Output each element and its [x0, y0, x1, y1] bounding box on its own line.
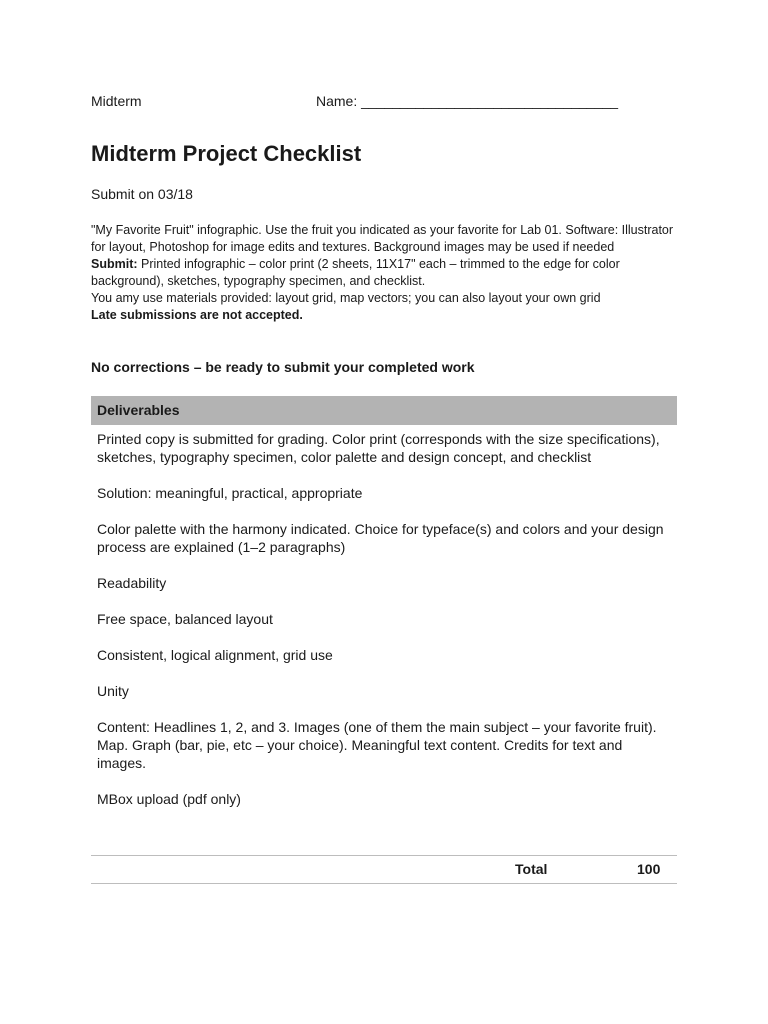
- intro-description: "My Favorite Fruit" infographic. Use the fruit you indicated as your favorite for Lab 01. Software: Illustrator for layout, Photoshop for image edits and textures. Background images may be used if needed: [91, 223, 674, 254]
- intro-submit: [91, 256, 681, 290]
- submit-date: Submit on 03/18: [91, 186, 193, 202]
- submit-text: Printed infographic – color print (2 sheets, 11X17" each – trimmed to the edge for color background), sketches, typography specimen, and checklist.: [91, 257, 620, 288]
- intro-late: [91, 307, 681, 324]
- intro-materials: You amy use materials provided: layout grid, map vectors; you can also layout your own grid: [91, 291, 601, 305]
- total-label: Total: [515, 861, 548, 877]
- name-field-label: Name: _________________________________: [316, 93, 619, 109]
- list-item: Solution: meaningful, practical, appropriate: [97, 485, 363, 501]
- total-top-divider: [91, 855, 677, 856]
- list-item: Consistent, logical alignment, grid use: [97, 647, 333, 663]
- course-label: Midterm: [91, 93, 142, 109]
- deliverables-heading: Deliverables: [91, 396, 677, 425]
- list-item: MBox upload (pdf only): [97, 791, 241, 807]
- no-corrections-notice: No corrections – be ready to submit your completed work: [91, 359, 475, 375]
- submit-label: Submit:: [91, 257, 138, 271]
- list-item: Unity: [97, 683, 129, 699]
- total-value: 100: [637, 861, 661, 877]
- list-item: Free space, balanced layout: [97, 611, 273, 627]
- list-item: Content: Headlines 1, 2, and 3. Images (one of them the main subject – your favorite fruit). Map. Graph (bar, pie, etc – your choice). Meaningful text content. Credits for text and images.: [97, 719, 657, 771]
- list-item: Readability: [97, 575, 167, 591]
- intro-block: [91, 222, 681, 324]
- late-notice: Late submissions are not accepted.: [91, 308, 303, 322]
- deliverables-list: [97, 430, 672, 826]
- list-item: Printed copy is submitted for grading. Color print (corresponds with the size specifications), sketches, typography specimen, color palette and design concept, and checklist: [97, 431, 660, 465]
- total-bottom-divider: [91, 883, 677, 884]
- list-item: Color palette with the harmony indicated. Choice for typeface(s) and colors and your design process are explained (1–2 paragraphs): [97, 521, 664, 555]
- page-title: Midterm Project Checklist: [91, 141, 362, 166]
